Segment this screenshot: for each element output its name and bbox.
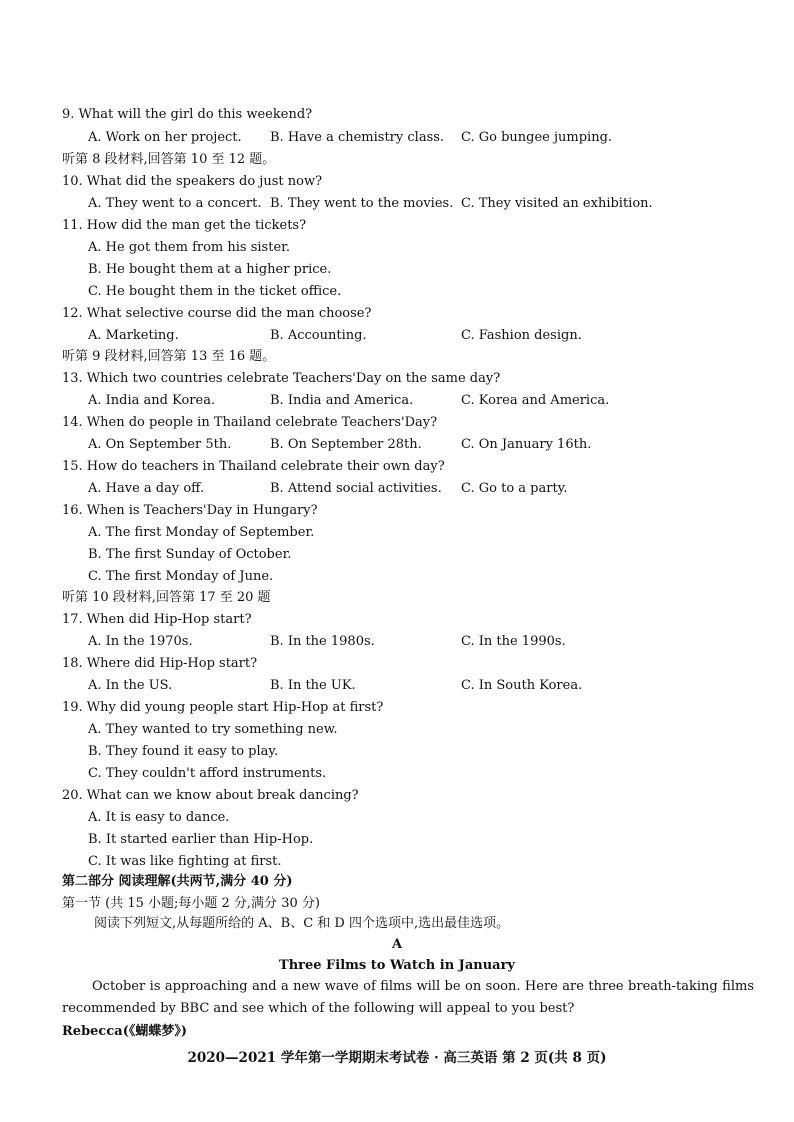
option-b: B. India and America.	[270, 393, 414, 408]
option-a: A. They wanted to try something new.	[88, 722, 338, 737]
question-20: 20. What can we know about break dancing?	[62, 788, 359, 803]
question-12: 12. What selective course did the man choose?	[62, 306, 372, 321]
film-1-title: Rebecca(《蝴蝶梦》)	[62, 1024, 187, 1039]
passage-paragraph-1: October is approaching and a new wave of films will be on soon. Here are three breath-taking films recommended by BBC and see which of the following will appeal to you best?	[62, 979, 754, 1016]
question-11: 11. How did the man get the tickets?	[62, 218, 307, 233]
option-c: C. In the 1990s.	[461, 634, 566, 649]
part-2-header: 第二部分 阅读理解(共两节,满分 40 分)	[62, 874, 293, 889]
option-c: C. Korea and America.	[461, 393, 610, 408]
question-10: 10. What did the speakers do just now?	[62, 174, 323, 189]
option-b: B. Attend social activities.	[270, 481, 442, 496]
option-c: C. The first Monday of June.	[88, 569, 274, 584]
section-8-header: 听第 8 段材料,回答第 10 至 12 题。	[62, 152, 276, 167]
question-14: 14. When do people in Thailand celebrate Teachers'Day?	[62, 415, 438, 430]
option-b: B. They went to the movies.	[270, 196, 454, 211]
option-a: A. Work on her project.	[88, 130, 242, 145]
passage-letter: A	[391, 937, 403, 952]
option-b: B. Have a chemistry class.	[270, 130, 445, 145]
option-a: A. The first Monday of September.	[88, 525, 315, 540]
option-b: B. The first Sunday of October.	[88, 547, 292, 562]
option-c: C. Go bungee jumping.	[461, 130, 613, 145]
option-c: C. Fashion design.	[461, 328, 582, 343]
option-a: A. They went to a concert.	[88, 196, 262, 211]
question-18: 18. Where did Hip-Hop start?	[62, 656, 258, 671]
option-a: A. India and Korea.	[88, 393, 216, 408]
option-b: B. On September 28th.	[270, 437, 422, 452]
option-c: C. He bought them in the ticket office.	[88, 284, 342, 299]
question-15: 15. How do teachers in Thailand celebrate their own day?	[62, 459, 445, 474]
option-a: A. On September 5th.	[88, 437, 232, 452]
option-a: A. It is easy to dance.	[88, 810, 230, 825]
option-a: A. Have a day off.	[88, 481, 205, 496]
section-10-header: 听第 10 段材料,回答第 17 至 20 题	[62, 590, 271, 605]
reading-instruction: 阅读下列短文,从每题所给的 A、B、C 和 D 四个选项中,选出最佳选项。	[94, 916, 510, 931]
option-b: B. In the 1980s.	[270, 634, 375, 649]
option-b: B. It started earlier than Hip-Hop.	[88, 832, 314, 847]
option-c: C. It was like fighting at first.	[88, 854, 282, 869]
option-c: C. They visited an exhibition.	[461, 196, 653, 211]
option-a: A. In the US.	[88, 678, 173, 693]
question-19: 19. Why did young people start Hip-Hop at first?	[62, 700, 384, 715]
option-c: C. Go to a party.	[461, 481, 568, 496]
option-b: B. They found it easy to play.	[88, 744, 279, 759]
option-b: B. In the UK.	[270, 678, 356, 693]
passage-title: Three Films to Watch in January	[279, 958, 515, 973]
option-c: C. In South Korea.	[461, 678, 583, 693]
option-a: A. In the 1970s.	[88, 634, 193, 649]
question-13: 13. Which two countries celebrate Teachers'Day on the same day?	[62, 371, 501, 386]
question-16: 16. When is Teachers'Day in Hungary?	[62, 503, 318, 518]
option-c: C. On January 16th.	[461, 437, 592, 452]
option-c: C. They couldn't afford instruments.	[88, 766, 327, 781]
question-17: 17. When did Hip-Hop start?	[62, 612, 252, 627]
option-a: A. Marketing.	[88, 328, 179, 343]
section-1-header: 第一节 (共 15 小题;每小题 2 分,满分 30 分)	[62, 896, 320, 911]
option-b: B. Accounting.	[270, 328, 367, 343]
section-9-header: 听第 9 段材料,回答第 13 至 16 题。	[62, 349, 276, 364]
page-footer: 2020—2021 学年第一学期期末考试卷 · 高三英语 第 2 页(共 8 页)	[187, 1050, 607, 1066]
option-b: B. He bought them at a higher price.	[88, 262, 332, 277]
option-a: A. He got them from his sister.	[88, 240, 291, 255]
question-9: 9. What will the girl do this weekend?	[62, 107, 313, 122]
